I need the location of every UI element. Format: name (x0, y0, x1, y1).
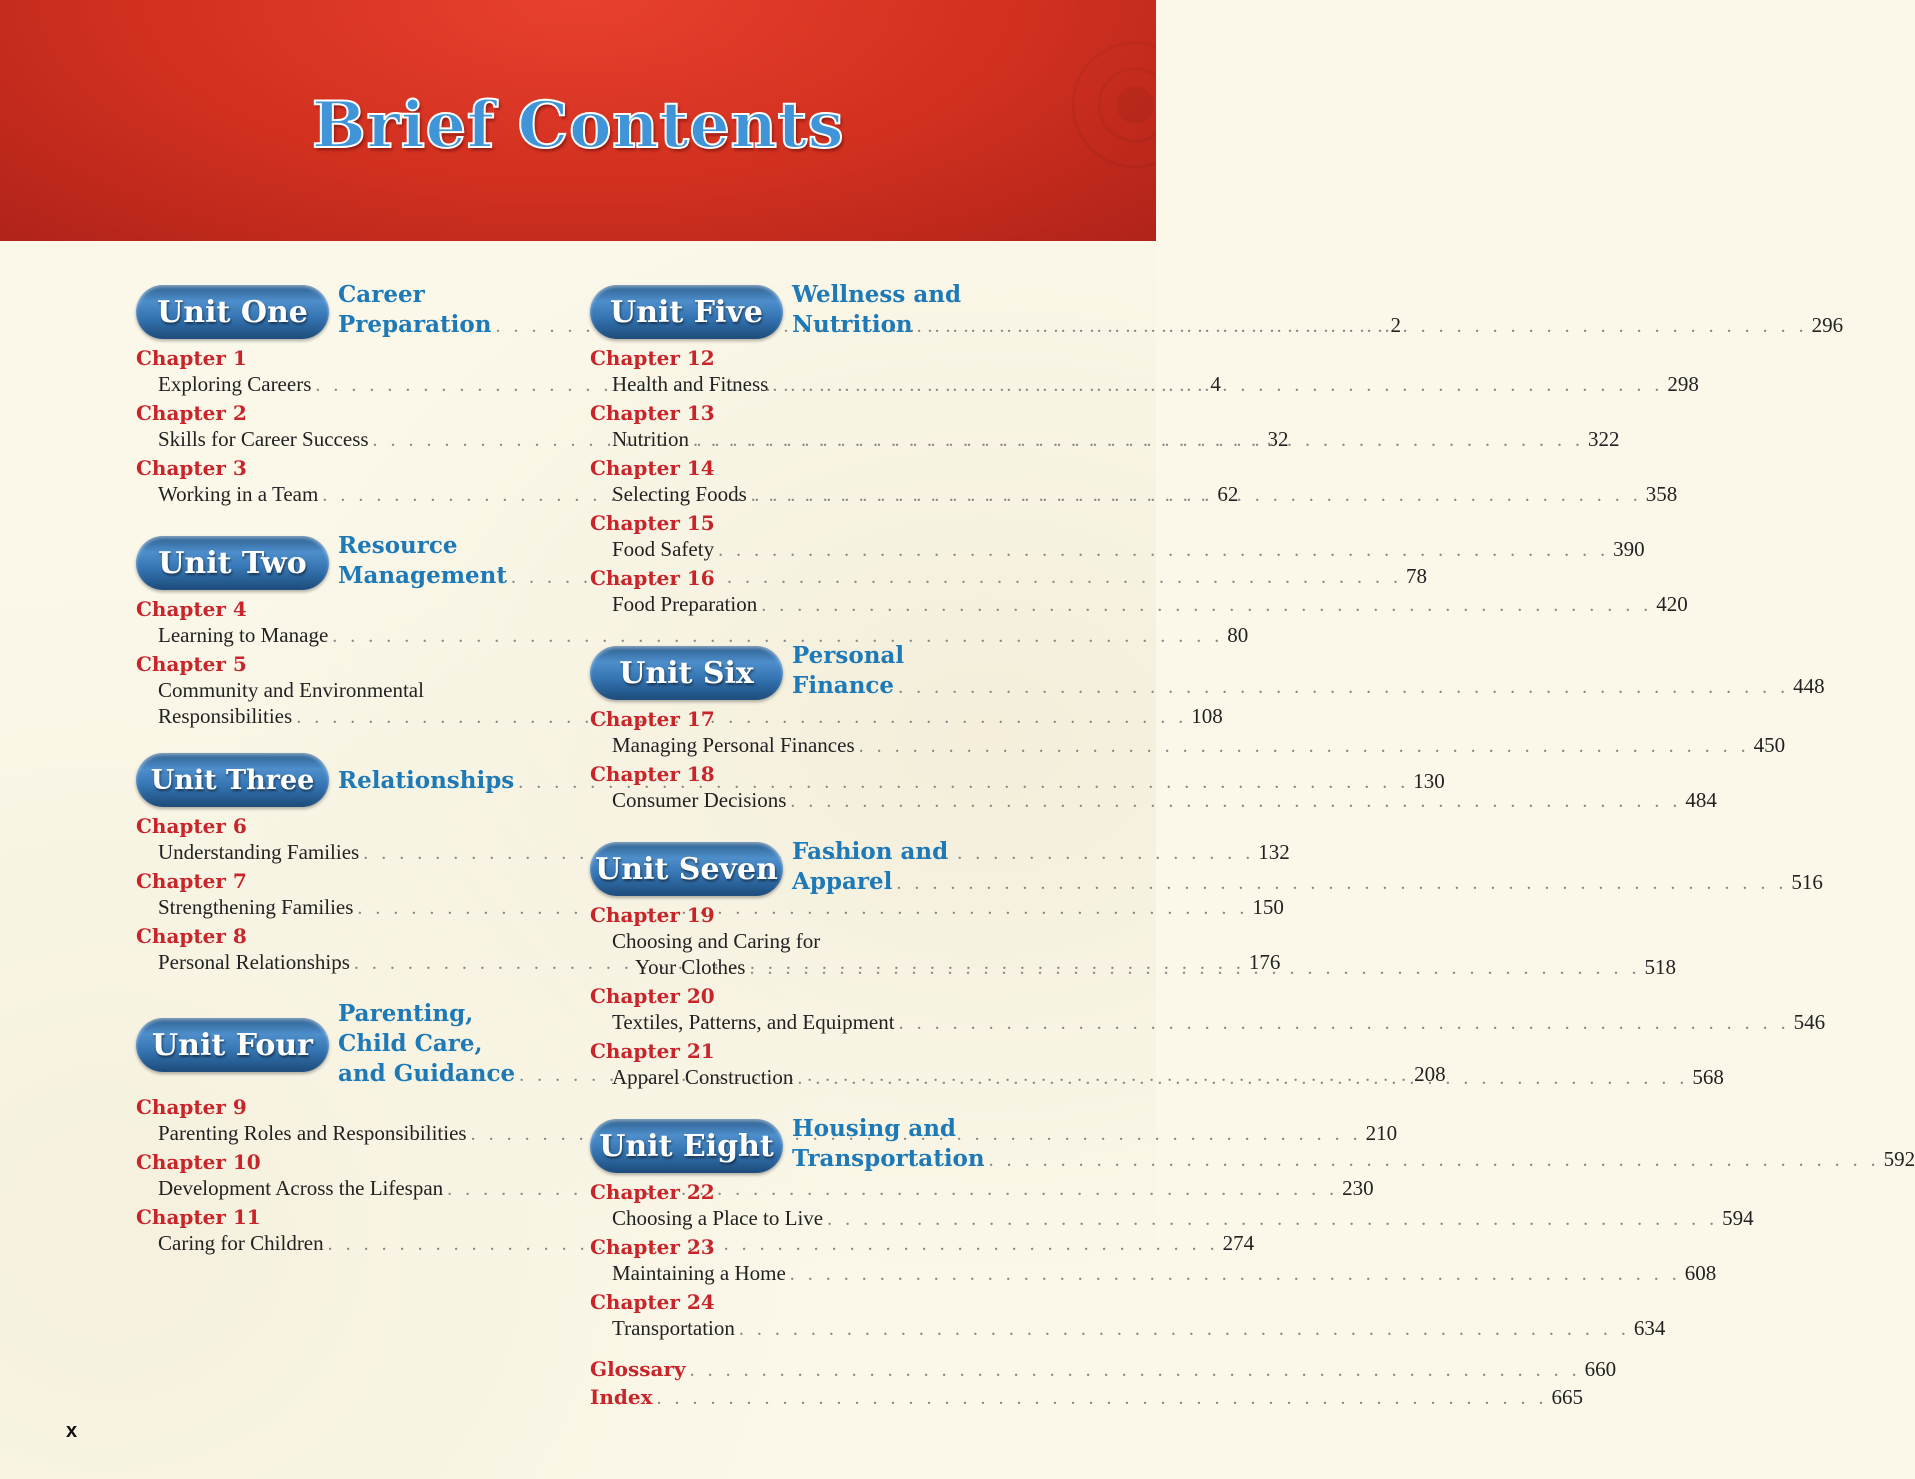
leader-dots (690, 1357, 1581, 1384)
unit-title-line: Child Care, (338, 1030, 483, 1057)
unit-title-line: Preparation (338, 311, 492, 338)
chapter-entry[interactable] (590, 732, 1786, 760)
chapter-label: Chapter 3 (136, 456, 247, 480)
page-number: 132 (1258, 840, 1290, 864)
chapter-title[interactable]: Apparel Construction (612, 1065, 794, 1089)
chapter-label: Chapter 4 (136, 597, 247, 621)
chapter-entry[interactable] (590, 591, 1688, 619)
unit-title-line: and Guidance (338, 1060, 516, 1087)
chapter-title[interactable]: Caring for Children (158, 1231, 324, 1255)
chapter-title[interactable]: Consumer Decisions (612, 788, 787, 812)
unit-pill[interactable]: Unit Seven (590, 842, 783, 896)
chapter-label: Chapter 2 (136, 401, 247, 425)
chapter-entry[interactable] (136, 622, 1249, 650)
page-number: 665 (1551, 1385, 1584, 1409)
chapter-entry[interactable] (590, 1205, 1754, 1233)
page-number: 634 (1633, 1316, 1666, 1340)
unit-pill[interactable]: Unit One (136, 285, 329, 339)
chapter-label: Chapter 17 (590, 707, 715, 731)
page-number: 296 (1811, 313, 1844, 337)
unit-pill[interactable]: Unit Two (136, 536, 329, 590)
leader-dots (693, 427, 1584, 454)
leader-dots (797, 1065, 1688, 1092)
unit-pill[interactable]: Unit Eight (590, 1119, 783, 1173)
unit-title-line: Management (338, 562, 508, 589)
leader-dots (790, 788, 1681, 815)
page-number: 568 (1692, 1065, 1724, 1089)
chapter-label: Chapter 13 (590, 401, 715, 425)
page-number: 108 (1191, 704, 1223, 728)
page-number: 62 (1217, 482, 1239, 506)
page-number: 450 (1753, 733, 1786, 757)
header-banner (0, 0, 1156, 241)
unit-title-line: Finance (792, 672, 895, 699)
page-number: 78 (1406, 564, 1428, 588)
leader-dots (899, 1010, 1790, 1037)
unit-title-line: Wellness and (792, 281, 962, 308)
chapter-label: Chapter 1 (136, 346, 247, 370)
index-link[interactable]: Index (590, 1385, 653, 1409)
chapter-label: Chapter 6 (136, 814, 247, 838)
unit-title-line: Parenting, (338, 1000, 474, 1027)
index-entry[interactable] (590, 1384, 1584, 1412)
chapter-title[interactable]: Food Safety (612, 537, 715, 561)
leader-dots (772, 372, 1663, 399)
leader-dots (896, 868, 1787, 898)
leader-dots (749, 955, 1640, 982)
chapter-label: Chapter 14 (590, 456, 715, 480)
page-number: 516 (1791, 870, 1823, 894)
page-number: 274 (1222, 1231, 1255, 1255)
page-number: 358 (1645, 482, 1678, 506)
leader-dots (718, 537, 1609, 564)
unit-pill[interactable]: Unit Three (136, 753, 329, 807)
chapter-title[interactable]: Skills for Career Success (158, 427, 369, 451)
chapter-label: Chapter 11 (136, 1205, 261, 1229)
unit-title (792, 280, 1843, 341)
page-number: 546 (1793, 1010, 1826, 1034)
page-number: 130 (1413, 769, 1445, 793)
page-number: 4 (1210, 372, 1221, 396)
leader-dots (761, 592, 1652, 619)
chapter-label: Chapter 23 (590, 1235, 715, 1259)
unit-pill[interactable]: Unit Four (136, 1018, 329, 1072)
page-number: 298 (1667, 372, 1699, 396)
page-number: 230 (1342, 1176, 1374, 1200)
chapter-entry[interactable] (590, 426, 1620, 454)
page-number: 2 (1390, 313, 1401, 337)
unit-title-line: Apparel (792, 868, 893, 895)
chapter-entry[interactable] (590, 1315, 1666, 1343)
chapter-title[interactable]: Strengthening Families (158, 895, 354, 919)
unit-title-line: Transportation (792, 1145, 985, 1172)
chapter-label: Chapter 12 (590, 346, 715, 370)
page-number: 420 (1656, 592, 1688, 616)
chapter-title[interactable]: Selecting Foods (612, 482, 747, 506)
chapter-label: Chapter 22 (590, 1180, 715, 1204)
chapter-title[interactable]: Personal Relationships (158, 950, 350, 974)
chapter-title[interactable]: Your Clothes (635, 955, 746, 979)
unit-title (792, 1114, 1915, 1175)
unit-title-line: Personal (792, 642, 905, 669)
chapter-title[interactable]: Food Preparation (612, 592, 758, 616)
page-number: 80 (1227, 623, 1249, 647)
chapter-title[interactable]: Textiles, Patterns, and Equipment (612, 1010, 895, 1034)
chapter-title[interactable]: Choosing a Place to Live (612, 1206, 824, 1230)
unit-title-line: Relationships (338, 767, 515, 794)
chapter-title[interactable]: Managing Personal Finances (612, 733, 855, 757)
page-number: 176 (1248, 950, 1281, 974)
page-number: 484 (1685, 788, 1717, 812)
leader-dots (657, 1385, 1548, 1412)
chapter-label: Chapter 19 (590, 903, 715, 927)
page-number: 208 (1414, 1062, 1446, 1086)
unit-title (792, 641, 1825, 702)
unit-title-line: Resource (338, 532, 458, 559)
leader-dots (898, 672, 1789, 702)
unit-header[interactable] (590, 280, 1844, 341)
unit-title-line: Housing and (792, 1115, 956, 1142)
glossary-link[interactable]: Glossary (590, 1357, 686, 1381)
chapter-title[interactable]: Parenting Roles and Responsibilities (158, 1121, 467, 1145)
chapter-entry[interactable] (590, 1260, 1717, 1288)
chapter-title[interactable]: Development Across the Lifespan (158, 1176, 444, 1200)
chapter-title[interactable]: Learning to Manage (158, 623, 329, 647)
chapter-label: Chapter 9 (136, 1095, 247, 1119)
chapter-title[interactable]: Health and Fitness (612, 372, 769, 396)
chapter-label: Chapter 7 (136, 869, 247, 893)
chapter-entry[interactable] (590, 371, 1699, 399)
chapter-title-first-line[interactable]: Choosing and Caring for (612, 929, 821, 953)
chapter-title[interactable]: Working in a Team (158, 482, 319, 506)
leader-dots (751, 482, 1642, 509)
chapter-title[interactable]: Maintaining a Home (612, 1261, 786, 1285)
chapter-entry[interactable] (590, 536, 1645, 564)
chapter-title-first-line[interactable]: Community and Environmental (158, 678, 424, 702)
leader-dots (917, 311, 1808, 341)
unit-pill[interactable]: Unit Six (590, 646, 783, 700)
leader-dots (859, 733, 1750, 760)
page-number: 660 (1584, 1357, 1617, 1381)
unit-title-line: Nutrition (792, 311, 913, 338)
page-number: 592 (1883, 1147, 1915, 1171)
chapter-label: Chapter 5 (136, 652, 247, 676)
chapter-label: Chapter 20 (590, 984, 715, 1008)
unit-title-line: Fashion and (792, 838, 949, 865)
folio-page-number: x (66, 1420, 78, 1442)
unit-header[interactable] (590, 641, 1825, 702)
unit-title-line: Career (338, 281, 425, 308)
chapter-label: Chapter 16 (590, 566, 715, 590)
chapter-label: Chapter 24 (590, 1290, 715, 1314)
chapter-title[interactable]: Exploring Careers (158, 372, 312, 396)
chapter-label: Chapter 10 (136, 1150, 261, 1174)
chapter-label: Chapter 18 (590, 762, 715, 786)
page-number: 448 (1793, 674, 1825, 698)
page-title: Brief Contents (311, 88, 845, 163)
page-number: 594 (1722, 1206, 1754, 1230)
page-number: 150 (1252, 895, 1284, 919)
page-number: 322 (1588, 427, 1620, 451)
chapter-label: Chapter 8 (136, 924, 247, 948)
unit-title (792, 837, 1823, 898)
chapter-entry[interactable] (590, 1009, 1826, 1037)
chapter-title[interactable]: Responsibilities (158, 704, 293, 728)
page-number: 518 (1644, 955, 1676, 979)
page-number: 390 (1613, 537, 1645, 561)
page-number: 608 (1684, 1261, 1717, 1285)
leader-dots (739, 1316, 1630, 1343)
chapter-label: Chapter 21 (590, 1039, 715, 1063)
leader-dots (989, 1145, 1880, 1175)
chapter-title[interactable]: Understanding Families (158, 840, 360, 864)
chapter-title[interactable]: Nutrition (612, 427, 689, 451)
chapter-title[interactable]: Transportation (612, 1316, 735, 1340)
leader-dots (790, 1261, 1681, 1288)
glossary-entry[interactable] (590, 1356, 1617, 1384)
chapter-label: Chapter 15 (590, 511, 715, 535)
chapter-entry[interactable] (590, 787, 1717, 815)
page-number: 32 (1267, 427, 1289, 451)
unit-pill[interactable]: Unit Five (590, 285, 783, 339)
leader-dots (827, 1206, 1718, 1233)
page-number: 210 (1365, 1121, 1398, 1145)
